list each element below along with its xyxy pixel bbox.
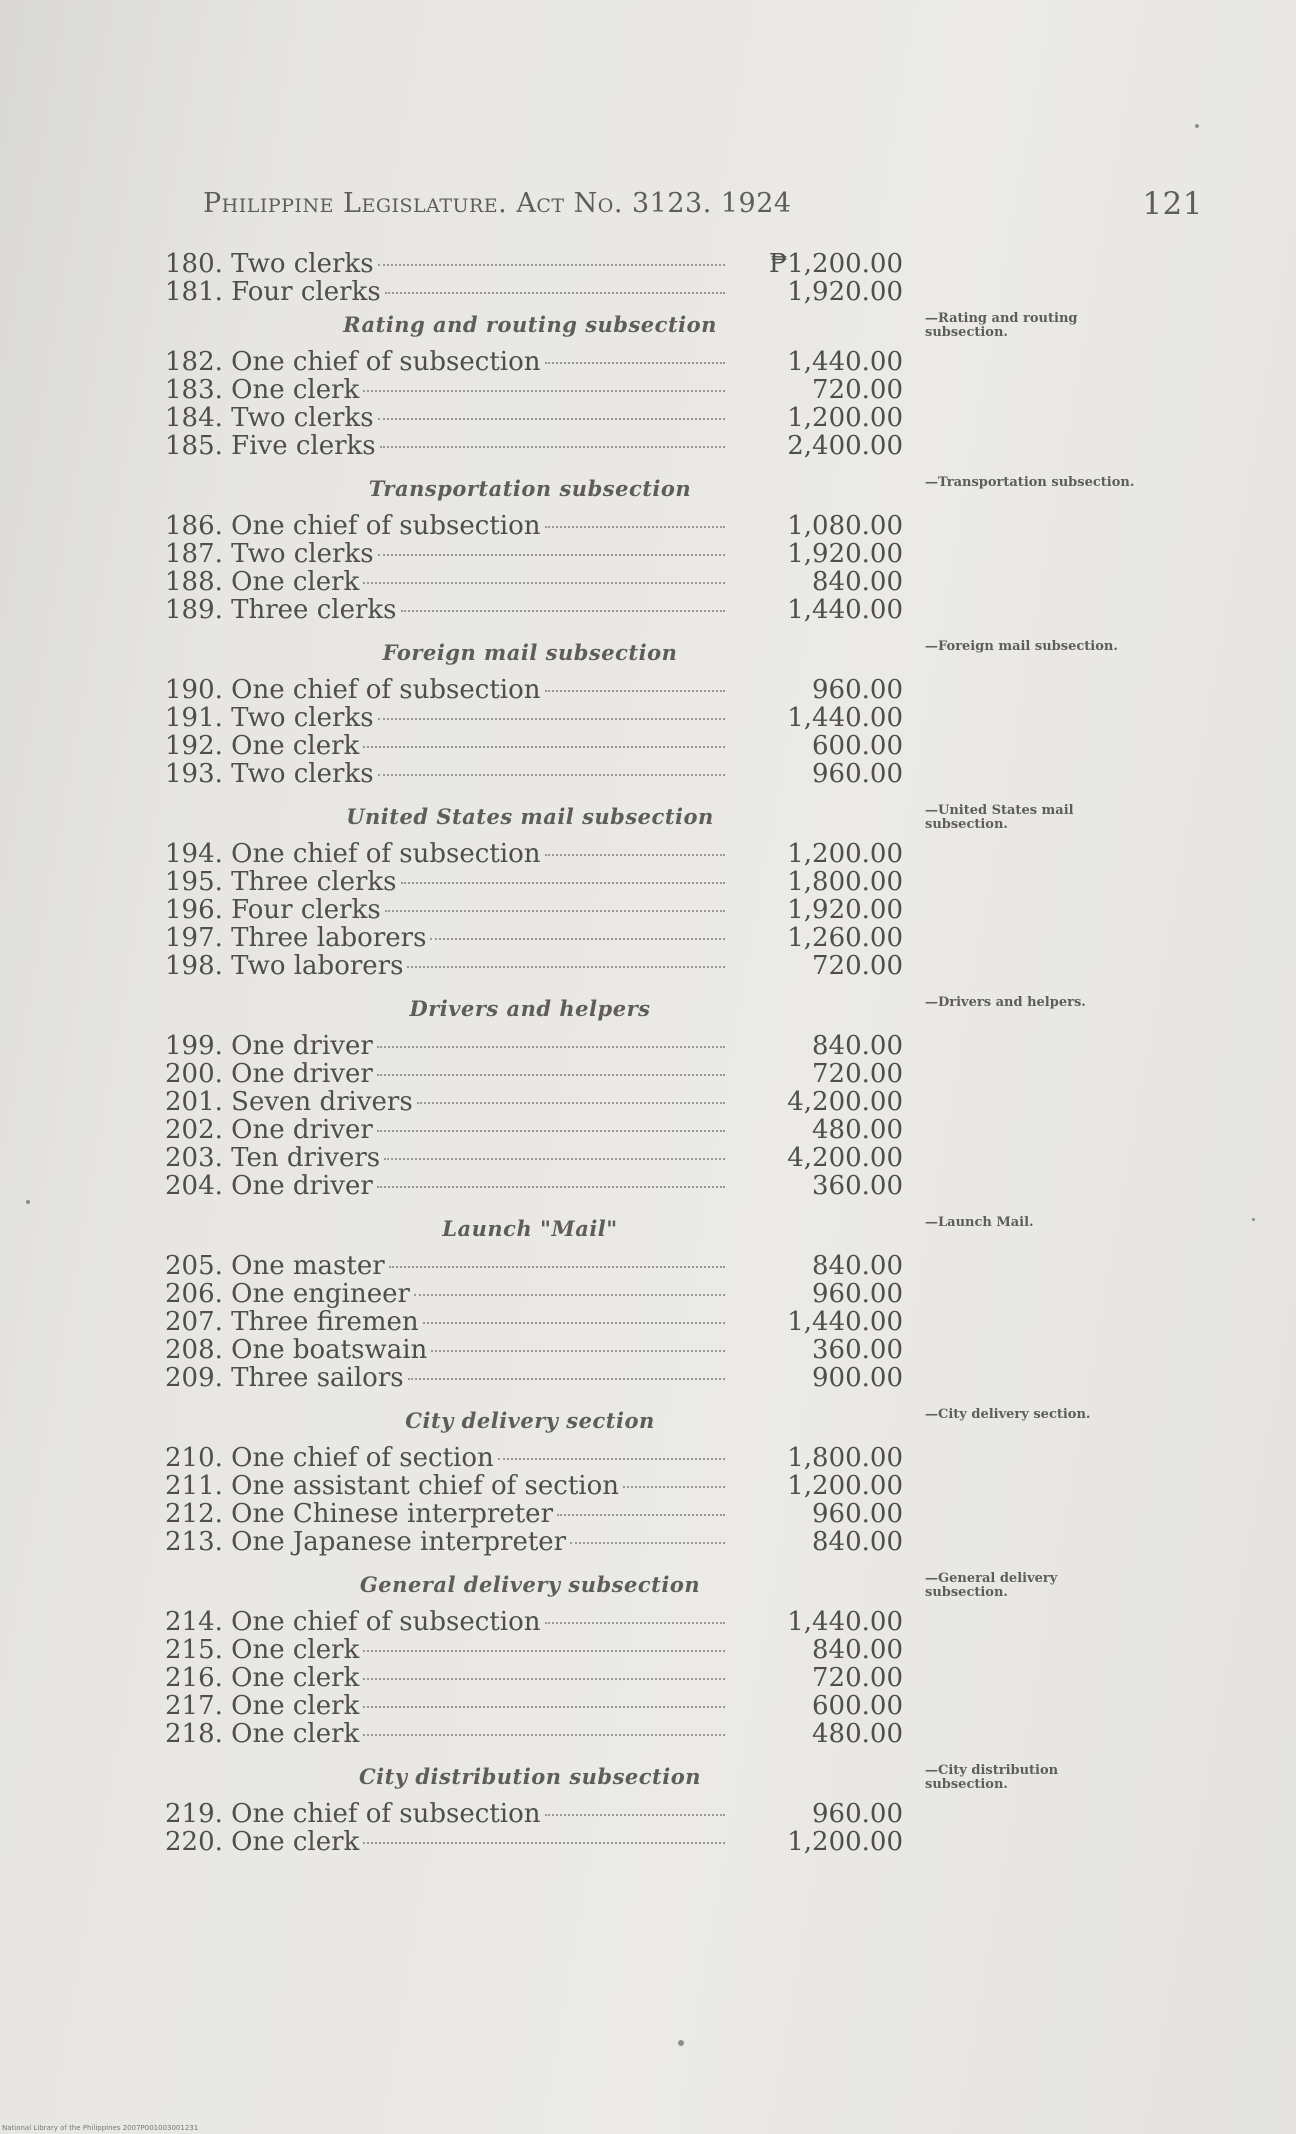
line-item [165,1664,1175,1692]
dot-leader [363,1842,725,1844]
subsection [165,1566,1175,1758]
dot-leader [363,1706,725,1708]
line-item-label: 212. One Chinese interpreter [165,1500,553,1528]
dot-leader [385,910,725,912]
dot-leader [545,1622,726,1624]
line-item [165,1336,1175,1364]
line-item-amount: 1,080.00 [787,511,903,541]
line-item-amount: ₱1,200.00 [768,249,903,279]
line-item-label: 202. One driver [165,1116,373,1144]
line-item [165,952,1175,980]
line-item [165,432,1175,460]
dot-leader [545,526,726,528]
subsection-heading: Foreign mail subsection [382,640,678,665]
line-item [165,250,1175,278]
line-item-label: 216. One clerk [165,1664,360,1692]
line-item [165,1144,1175,1172]
line-item-amount: 480.00 [812,1115,903,1145]
line-item-amount: 840.00 [812,1031,903,1061]
line-item-amount: 1,440.00 [787,595,903,625]
line-item-label: 218. One clerk [165,1720,360,1748]
line-item [165,732,1175,760]
line-item [165,1472,1175,1500]
line-item-amount: 960.00 [812,759,903,789]
line-item-amount: 1,200.00 [787,403,903,433]
line-item-amount: 480.00 [812,1719,903,1749]
line-item-label: 200. One driver [165,1060,373,1088]
line-item [165,1444,1175,1472]
paper-speck [1195,124,1199,128]
line-item-label: 183. One clerk [165,376,360,404]
line-item [165,704,1175,732]
page-header [203,188,1203,228]
dot-leader [377,1186,725,1188]
line-item-label: 219. One chief of subsection [165,1800,541,1828]
line-item-amount: 1,440.00 [787,1607,903,1637]
dot-leader [498,1458,725,1460]
dot-leader [363,390,725,392]
subsection-heading: United States mail subsection [346,804,714,829]
line-item-amount: 1,440.00 [787,1307,903,1337]
dot-leader [407,966,725,968]
line-item-label: 184. Two clerks [165,404,374,432]
dot-leader [363,1650,725,1652]
line-item-label: 185. Five clerks [165,432,376,460]
line-item-amount: 1,260.00 [787,923,903,953]
dot-leader [377,1074,725,1076]
dot-leader [378,718,725,720]
dot-leader [378,554,725,556]
line-item-amount: 600.00 [812,731,903,761]
line-item-amount: 1,920.00 [787,277,903,307]
line-item-label: 206. One engineer [165,1280,410,1308]
line-item-amount: 960.00 [812,675,903,705]
line-item-label: 209. Three sailors [165,1364,404,1392]
dot-leader [389,1266,725,1268]
line-item-label: 211. One assistant chief of section [165,1472,620,1500]
line-item [165,1364,1175,1392]
line-item-label: 220. One clerk [165,1828,360,1856]
subsection [165,1210,1175,1402]
margin-note: —City distribution subsection. [925,1763,1059,1792]
dot-leader [377,1046,725,1048]
line-item-amount: 4,200.00 [787,1087,903,1117]
line-item-label: 190. One chief of subsection [165,676,541,704]
line-item-amount: 720.00 [812,951,903,981]
dot-leader [363,1678,725,1680]
margin-note: —Launch Mail. [925,1215,1034,1230]
line-item [165,278,1175,306]
line-item-label: 191. Two clerks [165,704,374,732]
continued-items [165,250,1175,306]
dot-leader [385,292,725,294]
line-item-amount: 1,920.00 [787,539,903,569]
dot-leader [380,446,725,448]
line-item-label: 186. One chief of subsection [165,512,541,540]
line-item [165,1116,1175,1144]
paper-speck [26,1200,30,1204]
line-item-label: 197. Three laborers [165,924,427,952]
line-item-amount: 960.00 [812,1279,903,1309]
line-item-label: 204. One driver [165,1172,373,1200]
line-item-amount: 2,400.00 [787,431,903,461]
dot-leader [378,774,725,776]
subsection-heading: Drivers and helpers [409,996,651,1021]
line-item-label: 215. One clerk [165,1636,360,1664]
margin-note: —City delivery section. [925,1407,1091,1422]
margin-note: —Foreign mail subsection. [925,639,1118,654]
subsection [165,1402,1175,1566]
line-item-amount: 960.00 [812,1499,903,1529]
line-item-label: 188. One clerk [165,568,360,596]
line-item-label: 182. One chief of subsection [165,348,541,376]
line-item-amount: 720.00 [812,1059,903,1089]
appropriation-list [165,250,1175,1866]
line-item [165,1032,1175,1060]
line-item-label: 214. One chief of subsection [165,1608,541,1636]
dot-leader [545,362,726,364]
line-item [165,924,1175,952]
dot-leader [378,418,725,420]
dot-leader [545,1814,726,1816]
line-item-amount: 4,200.00 [787,1143,903,1173]
line-item [165,1720,1175,1748]
dot-leader [570,1542,725,1544]
subsection-heading: Rating and routing subsection [343,312,717,337]
subsection-heading: City distribution subsection [358,1764,702,1789]
line-item [165,1172,1175,1200]
line-item-label: 210. One chief of section [165,1444,494,1472]
margin-note: —Rating and routing subsection. [925,311,1078,340]
dot-leader [417,1102,725,1104]
line-item [165,1636,1175,1664]
line-item [165,540,1175,568]
dot-leader [363,1734,725,1736]
line-item-amount: 720.00 [812,1663,903,1693]
line-item-amount: 1,200.00 [787,1827,903,1857]
subsection-heading: City delivery section [405,1408,655,1433]
margin-note: —General delivery subsection. [925,1571,1058,1600]
line-item-amount: 1,920.00 [787,895,903,925]
line-item-label: 199. One driver [165,1032,373,1060]
paper-speck [1252,1218,1255,1221]
subsection [165,1758,1175,1866]
line-item-amount: 960.00 [812,1799,903,1829]
line-item-amount: 1,200.00 [787,839,903,869]
subsection-heading: General delivery subsection [359,1572,701,1597]
line-item-label: 195. Three clerks [165,868,397,896]
subsection [165,634,1175,798]
dot-leader [384,1158,725,1160]
line-item-label: 187. Two clerks [165,540,374,568]
line-item [165,840,1175,868]
line-item-label: 208. One boatswain [165,1336,428,1364]
line-item-label: 180. Two clerks [165,250,374,278]
line-item-label: 203. Ten drivers [165,1144,381,1172]
line-item-label: 213. One Japanese interpreter [165,1528,567,1556]
dot-leader [414,1294,725,1296]
line-item-amount: 1,440.00 [787,347,903,377]
line-item-label: 205. One master [165,1252,385,1280]
dot-leader [378,264,725,266]
dot-leader [431,1350,725,1352]
dot-leader [430,938,725,940]
line-item [165,376,1175,404]
subsection [165,798,1175,990]
line-item [165,1500,1175,1528]
dot-leader [401,610,726,612]
subsection [165,306,1175,470]
line-item [165,760,1175,788]
dot-leader [557,1514,725,1516]
line-item [165,596,1175,624]
subsection [165,470,1175,634]
line-item-amount: 840.00 [812,1251,903,1281]
paper-speck [678,2040,684,2046]
line-item [165,1692,1175,1720]
line-item-amount: 840.00 [812,1635,903,1665]
margin-note: —Transportation subsection. [925,475,1135,490]
line-item-amount: 840.00 [812,567,903,597]
line-item-amount: 1,440.00 [787,703,903,733]
line-item [165,676,1175,704]
line-item-amount: 1,200.00 [787,1471,903,1501]
line-item-label: 201. Seven drivers [165,1088,413,1116]
line-item [165,1608,1175,1636]
line-item [165,868,1175,896]
line-item-label: 194. One chief of subsection [165,840,541,868]
dot-leader [363,582,725,584]
line-item [165,1280,1175,1308]
line-item-label: 198. Two laborers [165,952,404,980]
line-item [165,568,1175,596]
line-item-label: 207. Three firemen [165,1308,419,1336]
subsection [165,990,1175,1210]
dot-leader [377,1130,725,1132]
line-item [165,1252,1175,1280]
line-item-amount: 360.00 [812,1335,903,1365]
line-item [165,1828,1175,1856]
margin-note: —Drivers and helpers. [925,995,1086,1010]
line-item-amount: 360.00 [812,1171,903,1201]
dot-leader [545,854,726,856]
line-item [165,1060,1175,1088]
line-item-amount: 840.00 [812,1527,903,1557]
dot-leader [363,746,725,748]
dot-leader [423,1322,725,1324]
line-item-label: 196. Four clerks [165,896,381,924]
line-item-label: 192. One clerk [165,732,360,760]
line-item-amount: 900.00 [812,1363,903,1393]
line-item [165,1528,1175,1556]
line-item-label: 181. Four clerks [165,278,381,306]
line-item [165,348,1175,376]
dot-leader [545,690,726,692]
line-item-label: 189. Three clerks [165,596,397,624]
dot-leader [401,882,726,884]
line-item [165,1800,1175,1828]
line-item [165,1088,1175,1116]
dot-leader [408,1378,725,1380]
running-title: Philippine Legislature. Act No. 3123. 1924 [203,188,792,219]
subsection-heading: Transportation subsection [368,476,692,501]
dot-leader [623,1486,725,1488]
line-item-amount: 1,800.00 [787,1443,903,1473]
line-item-label: 193. Two clerks [165,760,374,788]
line-item-amount: 720.00 [812,375,903,405]
line-item [165,512,1175,540]
line-item-amount: 1,800.00 [787,867,903,897]
line-item [165,1308,1175,1336]
line-item-label: 217. One clerk [165,1692,360,1720]
line-item [165,896,1175,924]
subsection-heading: Launch "Mail" [442,1216,618,1241]
scan-credit: National Library of the Philippines 2007P001003001231 [2,2124,199,2132]
margin-note: —United States mail subsection. [925,803,1074,832]
line-item [165,404,1175,432]
line-item-amount: 600.00 [812,1691,903,1721]
page-number: 121 [1142,186,1203,222]
